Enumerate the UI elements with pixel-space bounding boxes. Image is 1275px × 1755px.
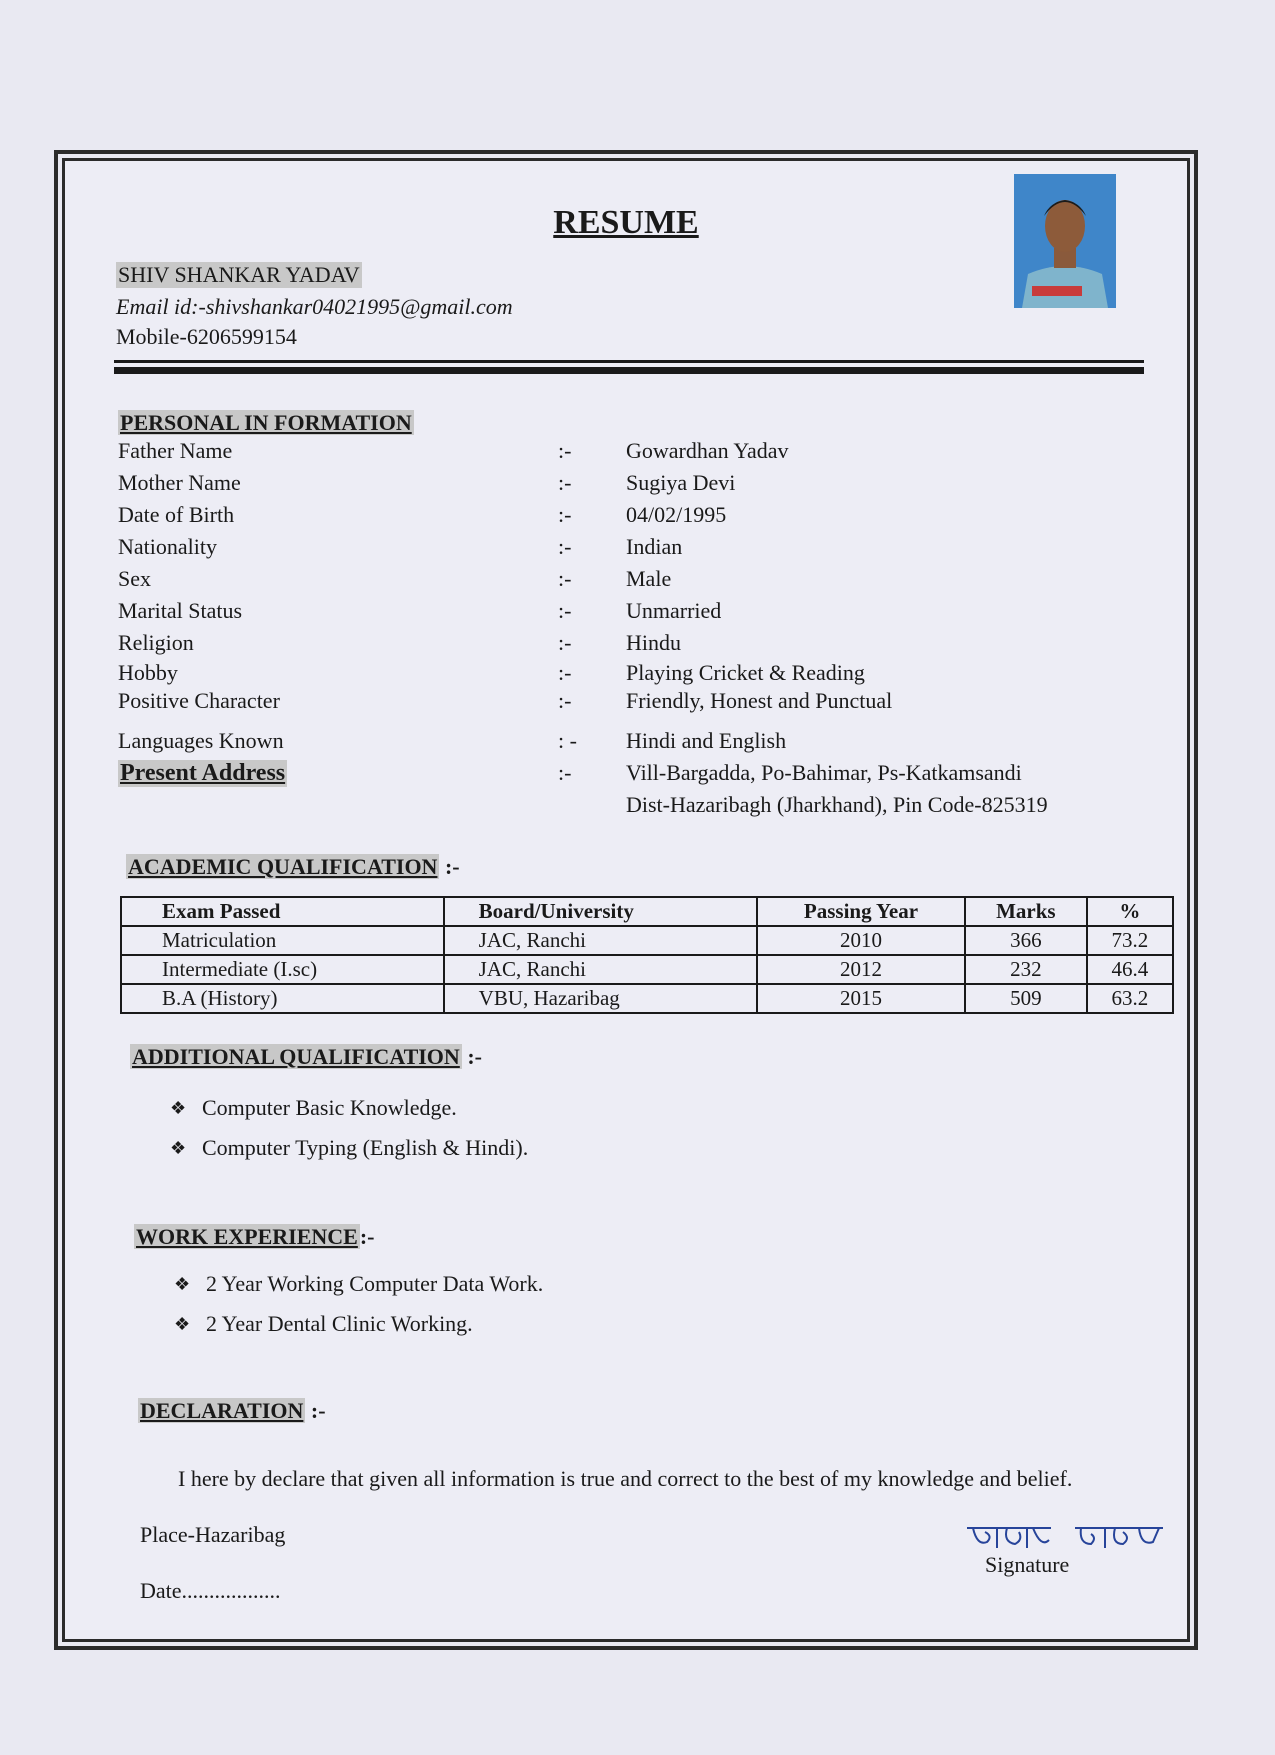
resume-title: RESUME (553, 204, 699, 241)
personal-row-separator: :- (558, 470, 572, 495)
personal-row (118, 470, 1118, 500)
personal-row-separator: :- (558, 502, 572, 527)
column-header: Exam Passed (121, 897, 444, 926)
percent-cell: 73.2 (1087, 926, 1173, 955)
personal-row-separator: :- (558, 438, 572, 463)
personal-row-separator: :- (558, 660, 572, 685)
present-address-row (118, 760, 1118, 826)
personal-row-separator: :- (558, 688, 572, 713)
exam-cell: Intermediate (I.sc) (121, 955, 444, 984)
profile-photo-image (1014, 174, 1116, 308)
marks-cell: 366 (965, 926, 1087, 955)
column-header: Marks (965, 897, 1087, 926)
signature-label: Signature (985, 1552, 1070, 1577)
board-cell: VBU, Hazaribag (444, 984, 757, 1013)
personal-row (118, 598, 1118, 628)
present-address-separator: :- (558, 760, 572, 785)
signature-icon (963, 1522, 1183, 1556)
personal-info-heading: PERSONAL IN FORMATION (120, 410, 412, 435)
marks-cell: 509 (965, 984, 1087, 1013)
personal-info-heading-wrap (118, 410, 414, 436)
personal-row-separator: :- (558, 534, 572, 559)
header-divider-thick (114, 367, 1144, 374)
work-heading-suffix: :- (359, 1224, 375, 1249)
work-heading: WORK EXPERIENCE (136, 1224, 358, 1249)
table-header-row (121, 897, 1173, 926)
personal-row-value: Unmarried (626, 598, 722, 623)
declaration-heading-suffix: :- (305, 1398, 326, 1423)
personal-row-value: Male (626, 566, 672, 591)
personal-row (118, 502, 1118, 532)
personal-row-value: 04/02/1995 (626, 502, 727, 527)
personal-row-value: Hindu (626, 630, 681, 655)
list-item-text: 2 Year Working Computer Data Work. (206, 1271, 544, 1296)
personal-row-label: Languages Known (118, 728, 284, 753)
personal-row-value: Indian (626, 534, 683, 559)
percent-cell: 63.2 (1087, 984, 1173, 1013)
personal-row-separator: :- (558, 598, 572, 623)
declaration-heading: DECLARATION (140, 1398, 304, 1423)
email-text: Email id:-shivshankar04021995@gmail.com (116, 294, 513, 319)
handwritten-signature (963, 1522, 1183, 1556)
diamond-bullet-icon: ❖ (170, 1097, 187, 1118)
list-item-text: Computer Basic Knowledge. (202, 1095, 457, 1120)
resume-sheet (54, 150, 1198, 1650)
list-item (170, 1088, 528, 1128)
exam-cell: B.A (History) (121, 984, 444, 1013)
additional-list (170, 1088, 528, 1168)
place-text: Place-Hazaribag (140, 1522, 286, 1547)
marks-cell: 232 (965, 955, 1087, 984)
work-list (174, 1264, 543, 1344)
academic-heading-suffix: :- (439, 854, 460, 879)
present-address-line2: Dist-Hazaribagh (Jharkhand), Pin Code-825319 (626, 792, 1048, 817)
personal-row-value: Playing Cricket & Reading (626, 660, 865, 685)
list-item-text: Computer Typing (English & Hindi). (202, 1135, 529, 1160)
personal-row (118, 688, 1118, 718)
personal-row (118, 566, 1118, 596)
header-divider-thin (114, 360, 1144, 363)
additional-heading: ADDITIONAL QUALIFICATION (132, 1044, 460, 1069)
board-cell: JAC, Ranchi (444, 926, 757, 955)
declaration-heading-wrap (138, 1398, 326, 1424)
personal-row-label: Religion (118, 630, 194, 655)
declaration-text: I here by declare that given all information is true and correct to the best of my knowledge and belief. (178, 1466, 1073, 1491)
personal-row-label: Marital Status (118, 598, 243, 623)
personal-row-value: Hindi and English (626, 728, 787, 753)
personal-row-label: Hobby (118, 660, 178, 685)
personal-row-label: Date of Birth (118, 502, 235, 527)
year-cell: 2015 (757, 984, 965, 1013)
diamond-bullet-icon: ❖ (174, 1273, 191, 1294)
mobile-text: Mobile-6206599154 (116, 324, 297, 349)
present-address-line1: Vill-Bargadda, Po-Bahimar, Ps-Katkamsandi (626, 760, 1022, 785)
list-item (174, 1304, 543, 1344)
present-address-label: Present Address (120, 760, 286, 786)
personal-row-label: Nationality (118, 534, 217, 559)
diamond-bullet-icon: ❖ (174, 1313, 191, 1334)
personal-row-value: Sugiya Devi (626, 470, 736, 495)
percent-cell: 46.4 (1087, 955, 1173, 984)
personal-row (118, 630, 1118, 660)
academic-heading: ACADEMIC QUALIFICATION (128, 854, 438, 879)
personal-row-separator: : - (558, 728, 577, 753)
personal-row-separator: :- (558, 566, 572, 591)
personal-row (118, 660, 1118, 690)
list-item (170, 1128, 528, 1168)
additional-heading-suffix: :- (461, 1044, 482, 1069)
column-header: % (1087, 897, 1173, 926)
work-heading-wrap (134, 1224, 375, 1250)
exam-cell: Matriculation (121, 926, 444, 955)
personal-row (118, 438, 1118, 468)
personal-row-separator: :- (558, 630, 572, 655)
column-header: Board/University (444, 897, 757, 926)
personal-row-label: Mother Name (118, 470, 241, 495)
academic-heading-wrap (126, 854, 460, 880)
personal-row-label: Father Name (118, 438, 233, 463)
personal-row (118, 534, 1118, 564)
academic-table (120, 896, 1174, 1014)
personal-row-label: Positive Character (118, 688, 280, 713)
table-row (121, 984, 1173, 1013)
date-text: Date.................. (140, 1578, 281, 1603)
candidate-name: SHIV SHANKAR YADAV (118, 262, 360, 287)
personal-row-value: Gowardhan Yadav (626, 438, 789, 463)
personal-row-value: Friendly, Honest and Punctual (626, 688, 893, 713)
personal-row-label: Sex (118, 566, 151, 591)
diamond-bullet-icon: ❖ (170, 1137, 187, 1158)
column-header: Passing Year (757, 897, 965, 926)
additional-heading-wrap (130, 1044, 482, 1070)
board-cell: JAC, Ranchi (444, 955, 757, 984)
table-row (121, 955, 1173, 984)
table-row (121, 926, 1173, 955)
year-cell: 2012 (757, 955, 965, 984)
list-item-text: 2 Year Dental Clinic Working. (206, 1311, 473, 1336)
profile-photo (1014, 174, 1116, 308)
personal-row (118, 728, 1118, 758)
list-item (174, 1264, 543, 1304)
year-cell: 2010 (757, 926, 965, 955)
